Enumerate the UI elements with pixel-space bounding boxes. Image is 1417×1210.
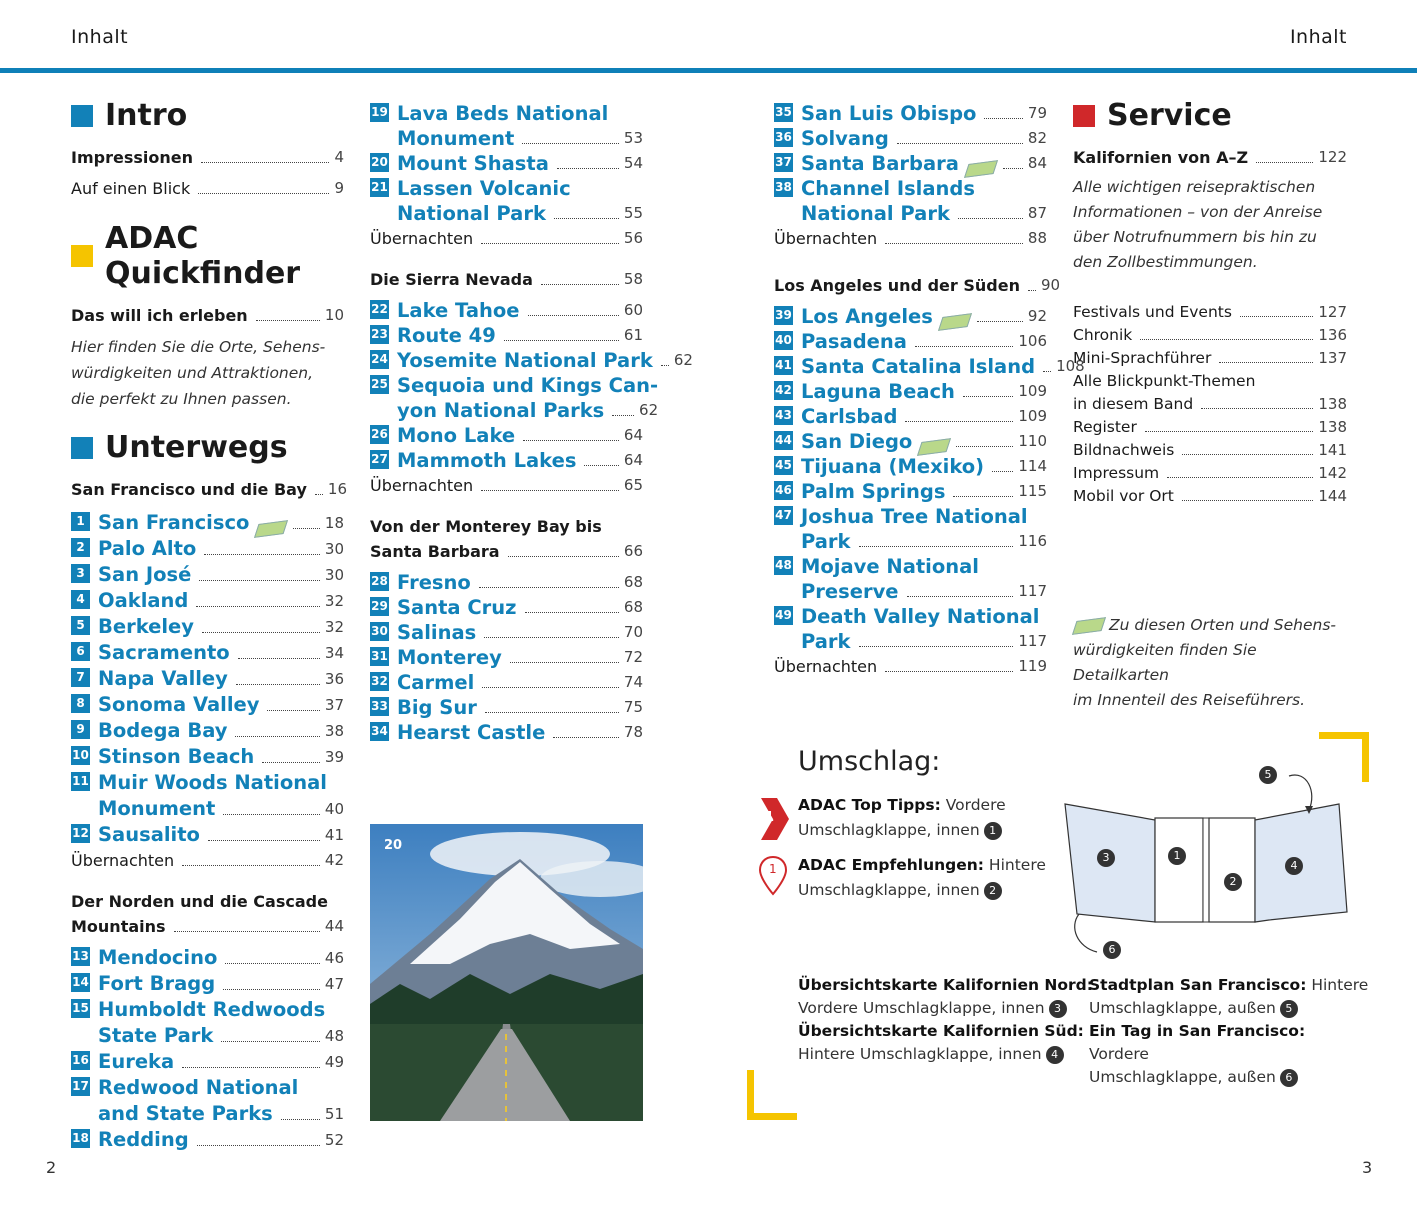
running-header-right: Inhalt: [1289, 26, 1347, 48]
entry-title: Monument: [397, 127, 515, 150]
entry-number-badge: 12: [71, 824, 90, 843]
page-number: 74: [623, 673, 643, 691]
toc-entry[interactable]: [71, 640, 344, 666]
toc-row[interactable]: Übernachten 119: [774, 657, 1047, 676]
entry-number-badge: 29: [370, 597, 389, 616]
header-rule: [0, 68, 1417, 73]
toc-entry[interactable]: [71, 1049, 344, 1075]
page-number: 117: [1018, 582, 1047, 600]
toc-entry[interactable]: [370, 373, 659, 423]
page-number: 32: [324, 618, 344, 636]
diagram-marker-1: 1: [1168, 847, 1186, 865]
entry-number-badge: 19: [370, 103, 389, 122]
entry-number-badge: 22: [370, 300, 389, 319]
toc-entry[interactable]: [774, 379, 1047, 404]
page-number: 48: [324, 1027, 344, 1045]
page-number: 68: [623, 573, 643, 591]
entry-title: Salinas: [397, 621, 477, 644]
page-number: 47: [324, 975, 344, 993]
entry-title: Sacramento: [98, 641, 230, 664]
entry-title: Bodega Bay: [98, 719, 228, 742]
diagram-marker-3: 3: [1097, 849, 1115, 867]
toc-entry[interactable]: [370, 323, 643, 348]
entry-title: Mount Shasta: [397, 152, 549, 175]
toc-entry[interactable]: [774, 304, 1047, 329]
toc-entry[interactable]: [71, 666, 344, 692]
toc-entry[interactable]: [774, 354, 1085, 379]
toc-entry[interactable]: [774, 604, 1047, 654]
entry-title: Santa Barbara: [801, 152, 959, 175]
region-heading[interactable]: Die Sierra Nevada 58: [370, 270, 643, 289]
entry-title: Lake Tahoe: [397, 299, 520, 322]
page-number: 115: [1018, 482, 1047, 500]
toc-entry[interactable]: [71, 971, 344, 997]
entry-title: National Park: [397, 202, 546, 225]
entry-number-badge: 17: [71, 1077, 90, 1096]
page-number: 68: [623, 598, 643, 616]
toc-row[interactable]: Impressum 142: [1073, 464, 1347, 482]
toc-entry[interactable]: [71, 822, 344, 848]
photo-illustration: [370, 824, 643, 1121]
entry-title: Laguna Beach: [801, 380, 955, 403]
entry-title: Hearst Castle: [397, 721, 546, 744]
toc-entry[interactable]: [370, 348, 693, 373]
toc-entry[interactable]: [774, 454, 1047, 479]
entry-title: Fort Bragg: [98, 972, 216, 995]
entry-number-badge: 25: [370, 375, 389, 394]
entry-title: Park: [801, 630, 851, 653]
toc-entry[interactable]: [71, 536, 344, 562]
unterwegs-square-icon: [71, 437, 93, 459]
entry-title: Napa Valley: [98, 667, 228, 690]
toc-row[interactable]: Übernachten 56: [370, 229, 643, 248]
toc-entry[interactable]: [774, 504, 1047, 554]
toc-entry[interactable]: [71, 588, 344, 614]
entry-number-badge: 8: [71, 694, 90, 713]
entry-number-badge: 15: [71, 999, 90, 1018]
entry-title: Monument: [98, 797, 216, 820]
entry-number-badge: 48: [774, 556, 793, 575]
entry-number-badge: 13: [71, 947, 90, 966]
entry-title: Sonoma Valley: [98, 693, 260, 716]
toc-entry[interactable]: [370, 620, 643, 645]
page-number: 78: [623, 723, 643, 741]
toc-entry[interactable]: [71, 945, 344, 971]
page-number: 64: [623, 426, 643, 444]
entry-number-badge: 40: [774, 331, 793, 350]
entry-title: Stinson Beach: [98, 745, 255, 768]
toc-entry[interactable]: [71, 510, 344, 536]
page-number: 72: [623, 648, 643, 666]
page-number: 64: [623, 451, 643, 469]
page-number: 32: [324, 592, 344, 610]
yellow-corner-bottom: [747, 1070, 797, 1120]
diagram-marker-4: 4: [1285, 857, 1303, 875]
entry-title: Los Angeles: [801, 305, 933, 328]
entry-number-badge: 38: [774, 178, 793, 197]
page-number-left: 2: [46, 1158, 57, 1177]
top-tipp-marker-icon: 1: [757, 798, 789, 844]
entry-title: Santa Catalina Island: [801, 355, 1036, 378]
page-number: 38: [324, 722, 344, 740]
section-intro: Intro: [71, 98, 344, 133]
entry-number-badge: 21: [370, 178, 389, 197]
page-number: 51: [324, 1105, 344, 1123]
intro-square-icon: [71, 105, 93, 127]
toc-entry[interactable]: [370, 448, 643, 473]
toc-row: Alle Blickpunkt-Themen: [1073, 372, 1256, 390]
toc-entry[interactable]: [71, 562, 344, 588]
toc-row[interactable]: in diesem Band 138: [1073, 395, 1347, 413]
entry-title: Big Sur: [397, 696, 477, 719]
toc-entry[interactable]: [774, 404, 1047, 429]
entry-number-badge: 42: [774, 381, 793, 400]
column-1: [71, 98, 347, 1153]
entry-title: Carlsbad: [801, 405, 898, 428]
page-number-right: 3: [1362, 1158, 1373, 1177]
entry-number-badge: 24: [370, 350, 389, 369]
entry-number-badge: 32: [370, 672, 389, 691]
entry-title: Monterey: [397, 646, 502, 669]
entry-title: Mammoth Lakes: [397, 449, 577, 472]
page-number: 70: [623, 623, 643, 641]
page-number: 79: [1027, 104, 1047, 122]
toc-entry[interactable]: [370, 595, 643, 620]
section-unterwegs: Unterwegs: [71, 430, 344, 465]
toc-row[interactable]: Register 138: [1073, 418, 1347, 436]
toc-entry[interactable]: [71, 744, 344, 770]
entry-title: Solvang: [801, 127, 889, 150]
entry-title: Mendocino: [98, 946, 218, 969]
entry-number-badge: 49: [774, 606, 793, 625]
entry-title: San José: [98, 563, 192, 586]
toc-row[interactable]: Übernachten 88: [774, 229, 1047, 248]
running-header-left: Inhalt: [71, 26, 129, 48]
page-number: 87: [1027, 204, 1047, 222]
entry-number-badge: 46: [774, 481, 793, 500]
entry-number-badge: 14: [71, 973, 90, 992]
page-number: 30: [324, 566, 344, 584]
toc-entry[interactable]: [774, 479, 1047, 504]
entry-title: Eureka: [98, 1050, 175, 1073]
entry-number-badge: 16: [71, 1051, 90, 1070]
empfehlungen-legend: ADAC Empfehlungen: Hintere Umschlagklappe, innen 2: [798, 856, 1046, 899]
page-number: 37: [324, 696, 344, 714]
entry-number-badge: 10: [71, 746, 90, 765]
entry-number-badge: 33: [370, 697, 389, 716]
page-number: 53: [623, 129, 643, 147]
diagram-marker-2: 2: [1224, 873, 1242, 891]
entry-title: Death Valley National: [801, 605, 1040, 628]
entry-title: Santa Cruz: [397, 596, 517, 619]
entry-title: Pasadena: [801, 330, 907, 353]
diagram-marker-5: 5: [1259, 766, 1277, 784]
page-number: 60: [623, 301, 643, 319]
entry-title: yon National Parks: [397, 399, 605, 422]
entry-title: Route 49: [397, 324, 496, 347]
toc-entry[interactable]: [71, 718, 344, 744]
page-number: 34: [324, 644, 344, 662]
entry-number-badge: 7: [71, 668, 90, 687]
entry-number-badge: 43: [774, 406, 793, 425]
entry-number-badge: 6: [71, 642, 90, 661]
page-number: 36: [324, 670, 344, 688]
entry-number-badge: 47: [774, 506, 793, 525]
entry-title: State Park: [98, 1024, 214, 1047]
toc-entry[interactable]: [774, 101, 1047, 126]
region-heading[interactable]: Mountains 44: [71, 917, 344, 936]
entry-title: Mojave National: [801, 555, 979, 578]
page-number: 30: [324, 540, 344, 558]
entry-title: Tijuana (Mexiko): [801, 455, 985, 478]
page-number: 92: [1027, 307, 1047, 325]
toc-row[interactable]: Das will ich erleben 10: [71, 306, 344, 325]
entry-number-badge: 45: [774, 456, 793, 475]
entry-number-badge: 26: [370, 425, 389, 444]
page-number: 54: [623, 154, 643, 172]
entry-title: and State Parks: [98, 1102, 273, 1125]
toc-entry[interactable]: [774, 126, 1047, 151]
entry-number-badge: 44: [774, 431, 793, 450]
entry-title: Sequoia und Kings Can-: [397, 374, 659, 397]
entry-title: Redwood National: [98, 1076, 299, 1099]
entry-title: Fresno: [397, 571, 471, 594]
page-number: 52: [324, 1131, 344, 1149]
section-quickfinder: ADAC Quickfinder: [71, 221, 344, 291]
page-number: 114: [1018, 457, 1047, 475]
toc-entry[interactable]: [370, 298, 643, 323]
entry-title: Sausalito: [98, 823, 200, 846]
quickfinder-square-icon: [71, 245, 93, 267]
toc-entry[interactable]: [71, 770, 344, 822]
page-number: 109: [1018, 382, 1047, 400]
top-tipps-legend: ADAC Top Tipps: Vordere Umschlagklappe, innen 1: [798, 796, 1006, 839]
empfehlung-marker-icon: 1: [759, 856, 787, 900]
entry-title: Park: [801, 530, 851, 553]
entry-number-badge: 30: [370, 622, 389, 641]
entry-number-badge: 5: [71, 616, 90, 635]
toc-entry[interactable]: [71, 692, 344, 718]
toc-row[interactable]: Bildnachweis 141: [1073, 441, 1347, 459]
entry-number-badge: 41: [774, 356, 793, 375]
entry-number-badge: 27: [370, 450, 389, 469]
entry-number-badge: 34: [370, 722, 389, 741]
page-number: 75: [623, 698, 643, 716]
section-service: Service: [1073, 98, 1347, 133]
entry-number-badge: 31: [370, 647, 389, 666]
entry-title: Oakland: [98, 589, 189, 612]
page-number: 39: [324, 748, 344, 766]
toc-row[interactable]: Chronik 136: [1073, 326, 1347, 344]
page-number: 117: [1018, 632, 1047, 650]
toc-entry[interactable]: [774, 151, 1047, 176]
entry-title: Lassen Volcanic: [397, 177, 571, 200]
service-square-icon: [1073, 105, 1095, 127]
region-heading[interactable]: San Francisco und die Bay 16: [71, 480, 347, 499]
page-number: 62: [673, 351, 693, 369]
region-heading: Von der Monterey Bay bis: [370, 517, 602, 536]
page-number: 18: [324, 514, 344, 532]
entry-title: Humboldt Redwoods: [98, 998, 326, 1021]
toc-entry[interactable]: [370, 670, 643, 695]
entry-number-badge: 1: [71, 512, 90, 531]
photo-number-label: 20: [384, 838, 403, 853]
toc-row[interactable]: Übernachten 65: [370, 476, 643, 495]
page-number: 110: [1018, 432, 1047, 450]
entry-number-badge: 36: [774, 128, 793, 147]
entry-title: National Park: [801, 202, 950, 225]
page-number: 108: [1056, 357, 1085, 375]
detail-map-note: Zu diesen Orten und Sehens- würdigkeiten finden Sie Detailkarten im Innenteil des Reiseführers.: [1073, 616, 1336, 709]
toc-row[interactable]: Auf einen Blick 9: [71, 179, 344, 198]
toc-entry[interactable]: [774, 429, 1047, 454]
toc-row[interactable]: Kalifornien von A–Z 122: [1073, 148, 1347, 167]
entry-title: San Luis Obispo: [801, 102, 977, 125]
toc-entry[interactable]: [370, 176, 643, 226]
column-3: [774, 101, 1085, 679]
toc-entry[interactable]: [370, 695, 643, 720]
page-number: 61: [623, 326, 643, 344]
page-number: 116: [1018, 532, 1047, 550]
toc-entry[interactable]: [71, 997, 344, 1049]
toc-row[interactable]: Übernachten 42: [71, 851, 344, 870]
toc-entry[interactable]: [370, 720, 643, 745]
toc-row[interactable]: Mobil vor Ort 144: [1073, 487, 1347, 505]
entry-title: Muir Woods National: [98, 771, 327, 794]
toc-entry[interactable]: [774, 176, 1047, 226]
column-2: [370, 101, 693, 745]
entry-number-badge: 3: [71, 564, 90, 583]
page-number: 109: [1018, 407, 1047, 425]
entry-title: Palm Springs: [801, 480, 946, 503]
toc-entry[interactable]: [370, 423, 643, 448]
region-heading[interactable]: Santa Barbara 66: [370, 542, 643, 561]
detail-map-icon: [1072, 617, 1106, 635]
entry-number-badge: 28: [370, 572, 389, 591]
entry-number-badge: 11: [71, 772, 90, 791]
toc-entry[interactable]: [370, 645, 643, 670]
service-description: Alle wichtigen reisepraktischen Informationen – von der Anreise über Notrufnummern bis hin zu den Zollbestimmungen.: [1073, 178, 1323, 271]
toc-entry[interactable]: [71, 614, 344, 640]
entry-title: Redding: [98, 1128, 189, 1151]
map-legend-right: Stadtplan San Francisco: Hintere Umschlagklappe, außen 5 Ein Tag in San Francisco: Vordere Umschlagklappe, außen 6: [1089, 976, 1369, 1086]
diagram-marker-6: 6: [1103, 941, 1121, 959]
entry-title: Joshua Tree National: [801, 505, 1028, 528]
page-number: 46: [324, 949, 344, 967]
toc-row[interactable]: Mini-Sprachführer 137: [1073, 349, 1347, 367]
entry-number-badge: 39: [774, 306, 793, 325]
page-number: 55: [623, 204, 643, 222]
entry-title: Channel Islands: [801, 177, 975, 200]
map-legend-left: Übersichtskarte Kalifornien Nord: Vordere Umschlagklappe, innen 3 Übersichtskarte Kalifornien Süd: Hintere Umschlagklappe, innen 4: [798, 976, 1093, 1063]
toc-entry[interactable]: [71, 1075, 344, 1127]
entry-title: Preserve: [801, 580, 899, 603]
page-number: 62: [639, 401, 659, 419]
region-heading: Der Norden und die Cascade: [71, 892, 328, 911]
entry-title: Palo Alto: [98, 537, 197, 560]
toc-row[interactable]: Festivals und Events 127: [1073, 303, 1347, 321]
toc-entry[interactable]: [370, 570, 643, 595]
umschlag-panel: [747, 732, 1369, 1120]
page-number: 82: [1027, 129, 1047, 147]
entry-title: San Francisco: [98, 511, 250, 534]
entry-number-badge: 35: [774, 103, 793, 122]
toc-entry[interactable]: [774, 554, 1047, 604]
toc-entry[interactable]: [774, 329, 1047, 354]
entry-number-badge: 18: [71, 1129, 90, 1148]
column-service: [1073, 98, 1347, 713]
region-heading[interactable]: Los Angeles und der Süden 90: [774, 276, 1061, 295]
toc-row[interactable]: Impressionen 4: [71, 148, 344, 167]
entry-title: Carmel: [397, 671, 475, 694]
page-number: 49: [324, 1053, 344, 1071]
entry-number-badge: 20: [370, 153, 389, 172]
entry-title: Berkeley: [98, 615, 194, 638]
entry-title: Yosemite National Park: [397, 349, 653, 372]
toc-entry[interactable]: [370, 151, 643, 176]
page-number: 84: [1027, 154, 1047, 172]
page-number: 41: [324, 826, 344, 844]
entry-number-badge: 37: [774, 153, 793, 172]
entry-number-badge: 4: [71, 590, 90, 609]
entry-title: San Diego: [801, 430, 913, 453]
mount-shasta-photo: [370, 824, 643, 1121]
quickfinder-description: Hier finden Sie die Orte, Sehens- würdigkeiten und Attraktionen, die perfekt zu Ihnen passen.: [71, 338, 326, 408]
entry-number-badge: 9: [71, 720, 90, 739]
page-number: 106: [1018, 332, 1047, 350]
page-number: 40: [324, 800, 344, 818]
entry-number-badge: 2: [71, 538, 90, 557]
umschlag-title: Umschlag:: [798, 746, 941, 777]
entry-title: Mono Lake: [397, 424, 516, 447]
toc-entry[interactable]: [71, 1127, 344, 1153]
entry-title: Lava Beds National: [397, 102, 609, 125]
toc-entry[interactable]: [370, 101, 643, 151]
entry-number-badge: 23: [370, 325, 389, 344]
